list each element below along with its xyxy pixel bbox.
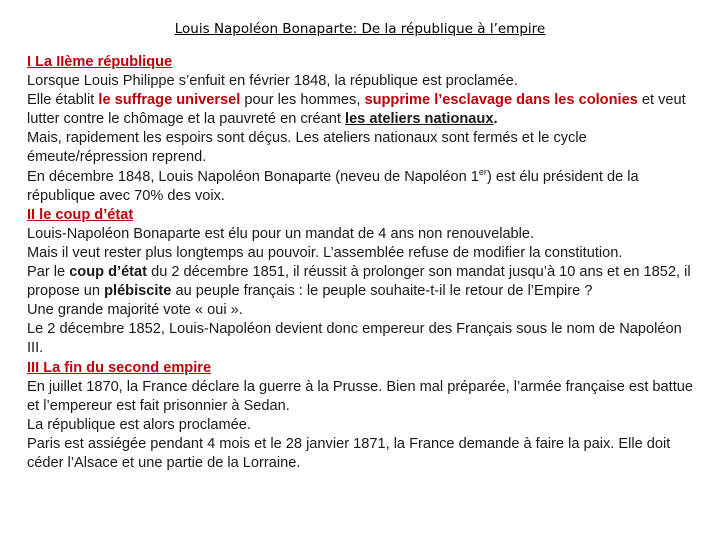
section-heading-2 [27,206,693,225]
text-run: au peuple français : le peuple souhaite-t-il le retour de l’Empire ? [171,283,593,300]
highlight-suffrage: le suffrage universel [98,92,241,109]
page-title: Louis Napoléon Bonaparte: De la république à l’empire [174,21,546,37]
paragraph [27,301,693,320]
paragraph [27,168,693,206]
paragraph [27,225,693,244]
section-heading-text: II le coup d’état [27,206,134,223]
text-run: Mais il veut rester plus longtemps au pouvoir. L’assemblée refuse de modifier la constitution. [27,244,623,261]
text-run: La république est alors proclamée. [27,416,251,433]
text-run: Mais, rapidement les espoirs sont déçus. Les ateliers nationaux sont fermés et le cycle émeute/répression reprend. [27,130,587,166]
paragraph [27,72,693,91]
text-run: ) est élu président de la république avec 70% des voix. [27,168,639,204]
paragraph [27,320,693,358]
paragraph [27,416,693,435]
section-heading-1 [27,53,693,72]
text-run: Louis-Napoléon Bonaparte est élu pour un mandat de 4 ans non renouvelable. [27,225,535,242]
highlight-plebiscite: plébiscite [104,283,172,300]
slide-content [27,53,693,473]
text-run: En décembre 1848, Louis Napoléon Bonaparte (neveu de Napoléon 1 [27,168,479,185]
text-run: Elle établit [27,92,99,109]
paragraph [27,129,693,167]
text-run: pour les hommes, [240,92,365,109]
highlight-coup-detat: coup d’état [69,264,148,281]
text-run: Le 2 décembre 1852, Louis-Napoléon devient donc empereur des Français sous le nom de Napoléon III. [27,321,682,357]
text-run: . [493,111,498,128]
paragraph [27,435,693,473]
section-heading-3 [27,359,693,378]
paragraph [27,91,693,129]
superscript: er [478,166,487,177]
text-run: du 2 décembre 1851, il réussit à prolonger son mandat jusqu’à 10 ans et en 1852, il propose un [27,264,691,300]
highlight-ateliers: les ateliers nationaux [345,111,494,128]
section-heading-text: III La fin du second empire [27,359,212,376]
highlight-esclavage: supprime l’esclavage dans les colonies [364,92,638,109]
text-run: Par le [27,264,70,281]
text-run: Lorsque Louis Philippe s’enfuit en février 1848, la république est proclamée. [27,73,518,90]
paragraph [27,244,693,263]
text-run: Paris est assiégée pendant 4 mois et le 28 janvier 1871, la France demande à faire la paix. Elle doit céder l’Alsace et une partie de la Lorraine. [27,435,671,471]
section-heading-text: I La IIème république [27,54,173,70]
text-run: Une grande majorité vote « oui ». [27,302,243,319]
text-run: et veut lutter contre le chômage et la pauvreté en créant [27,92,686,128]
paragraph [27,263,693,301]
paragraph [27,378,693,416]
text-run: En juillet 1870, la France déclare la guerre à la Prusse. Bien mal préparée, l’armée française est battue et l’empereur est fait prisonnier à Sedan. [27,378,693,414]
